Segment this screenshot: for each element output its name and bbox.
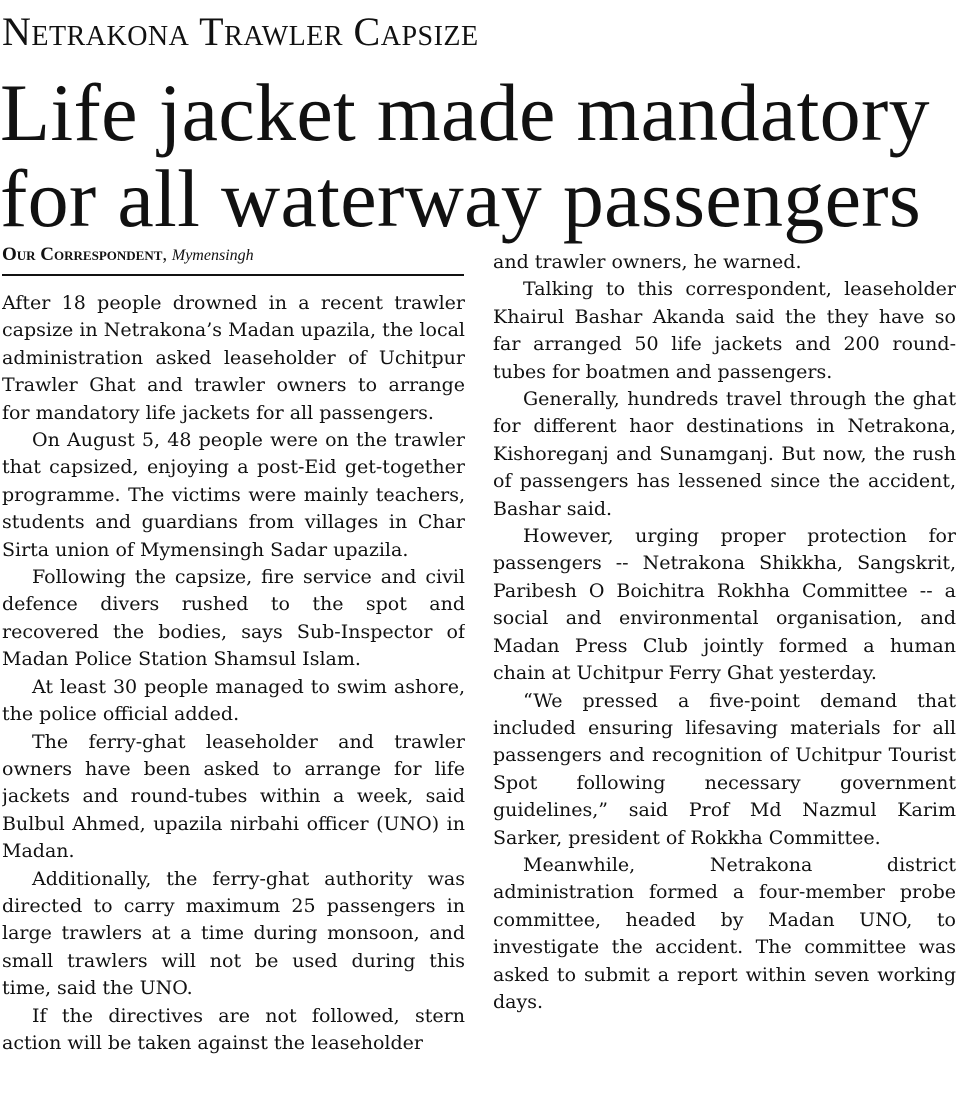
paragraph: “We pressed a five-point demand that included ensuring lifesaving materials for all passengers and recognition of Uchitpur Tourist Spot following necessary government guidelines,” said Prof Md Nazmul Karim Sarker, president of Rokkha Committee. — [493, 689, 956, 849]
paragraph: If the directives are not followed, stern action will be taken against the leaseholder — [2, 1004, 465, 1054]
byline-place: Mymensingh — [171, 247, 254, 264]
byline-separator: , — [162, 244, 168, 265]
paragraph: At least 30 people managed to swim ashore, the police official added. — [2, 675, 465, 726]
paragraph: Additionally, the ferry-ghat authority was directed to carry maximum 25 passengers in large trawlers at a time during monsoon, and small trawlers will not be used during this time, said the UNO. — [2, 867, 465, 1000]
paragraph: After 18 people drowned in a recent trawler capsize in Netrakona’s Madan upazila, the local administration asked leaseholder of Uchitpur Trawler Ghat and trawler owners to arrange for mandatory life jackets for all passengers. — [2, 292, 465, 424]
paragraph: On August 5, 48 people were on the trawler that capsized, enjoying a post-Eid get-together programme. The victims were mainly teachers, students and guardians from villages in Char Sirta union of Mymensingh Sadar upazila. — [2, 429, 465, 561]
article-headline: Life jacket made mandatory for all waterway passengers — [0, 67, 930, 244]
section-kicker: Netrakona Trawler Capsize — [2, 9, 479, 54]
paragraph: However, urging proper protection for passengers -- Netrakona Shikkha, Sangskrit, Paribesh O Boichitra Rokhha Committee -- a social and environmental organisation, and Madan Press Club jointly formed a human chain at Uchitpur Ferry Ghat yesterday. — [493, 525, 956, 685]
paragraph: Talking to this correspondent, leaseholder Khairul Bashar Akanda said the they have so far arranged 50 life jackets and 200 round-tubes for boatmen and passengers. — [493, 278, 956, 383]
byline-author: Our Correspondent — [2, 244, 163, 265]
paragraph: The ferry-ghat leaseholder and trawler owners have been asked to arrange for life jackets and round-tubes within a week, said Bulbul Ahmed, upazila nirbahi officer (UNO) in Madan. — [2, 730, 465, 863]
paragraph: Meanwhile, Netrakona district administration formed a four-member probe committee, headed by Madan UNO, to investigate the accident. The committee was asked to submit a report within seven working days. — [493, 853, 956, 1013]
article-column-left — [2, 290, 465, 1112]
paragraph: Generally, hundreds travel through the ghat for different haor destinations in Netrakona, Kishoreganj and Sunamganj. But now, the rush of passengers has lessened since the accident, Bashar said. — [493, 388, 956, 520]
paragraph-continued: and trawler owners, he warned. — [493, 251, 802, 273]
article-column-right — [493, 249, 956, 1111]
paragraph: Following the capsize, fire service and civil defence divers rushed to the spot and recovered the bodies, says Sub-Inspector of Madan Police Station Shamsul Islam. — [2, 566, 465, 671]
byline — [2, 244, 464, 276]
